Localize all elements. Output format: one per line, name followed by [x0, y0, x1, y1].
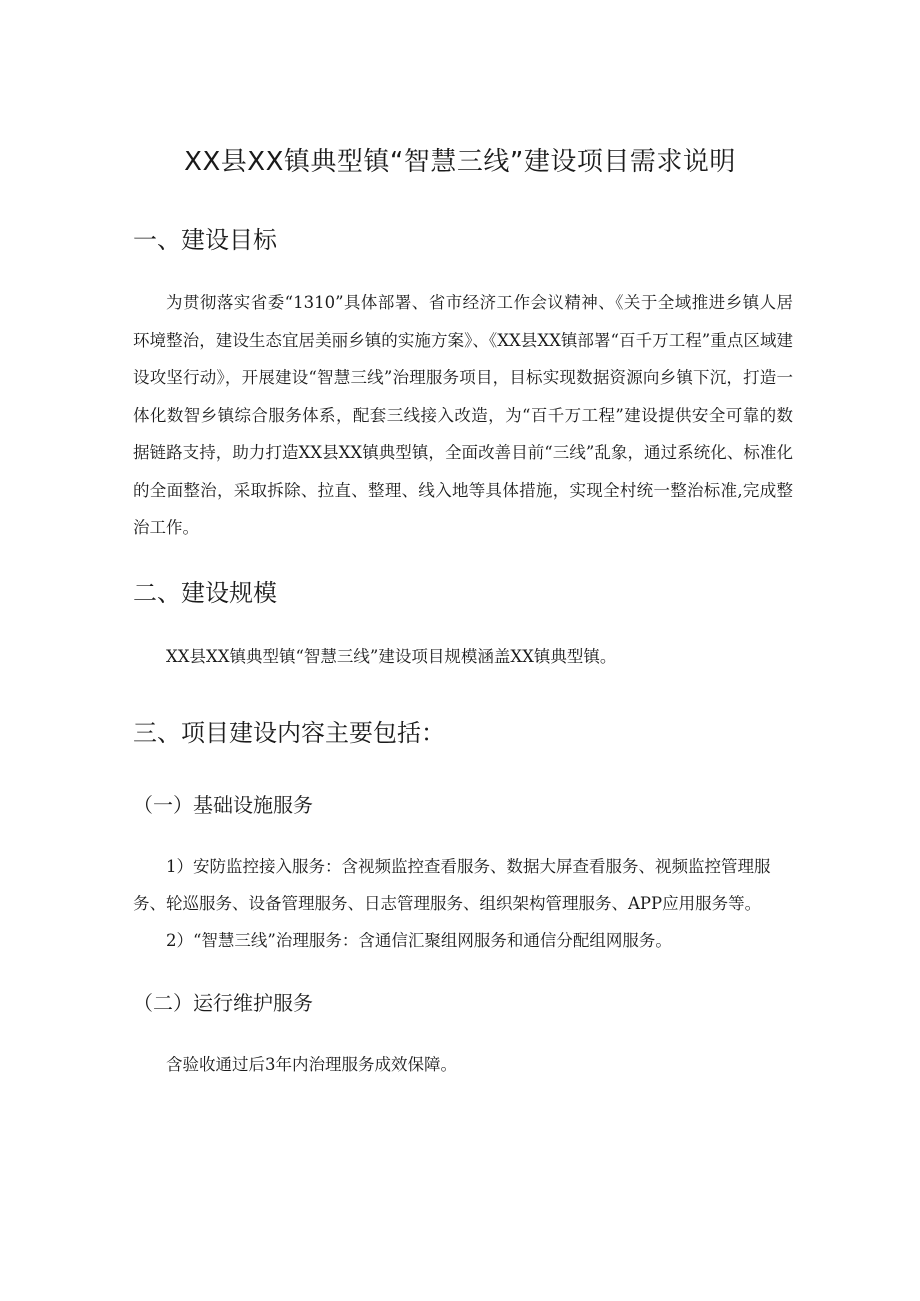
item-1-line-1: 1）安防监控接入服务：含视频监控查看服务、数据大屏查看服务、视频监控管理服	[166, 857, 771, 876]
section-2-heading: 二、建设规模	[133, 579, 277, 607]
section-2-paragraph: XX县XX镇典型镇“智慧三线”建设项目规模涵盖XX镇典型镇。	[166, 647, 617, 666]
section-1-paragraph: 为贯彻落实省委“1310”具体部署、省市经济工作会议精神、《关于全域推进乡镇人居环境整治，建设生态宜居美丽乡镇的实施方案》、《XX县XX镇部署“百千万工程”重点区域建设攻坚行动》，开展建设“智慧三线”治理服务项目，目标实现数据资源向乡镇下沉，打造一体化数智乡镇综合服务体系，配套三线接入改造，为“百千万工程”建设提供安全可靠的数据链路支持，助力打造XX县XX镇典型镇，全面改善目前“三线”乱象，通过系统化、标准化的全面整治，采取拆除、拉直、整理、线入地等具体措施，实现全村统一整治标准,完成整治工作。	[133, 293, 793, 537]
document-title: XX县XX镇典型镇“智慧三线”建设项目需求说明	[184, 147, 736, 177]
section-1-heading: 一、建设目标	[133, 226, 277, 254]
section-3-heading: 三、项目建设内容主要包括：	[133, 719, 445, 747]
subsection-2-paragraph: 含验收通过后3年内治理服务成效保障。	[166, 1055, 457, 1074]
subsection-2-heading: （二）运行维护服务	[133, 991, 313, 1015]
item-2: 2）“智慧三线”治理服务：含通信汇聚组网服务和通信分配组网服务。	[166, 931, 672, 950]
item-1-line-2: 务、轮巡服务、设备管理服务、日志管理服务、组织架构管理服务、APP应用服务等。	[133, 894, 762, 913]
subsection-1-heading: （一）基础设施服务	[133, 793, 313, 817]
